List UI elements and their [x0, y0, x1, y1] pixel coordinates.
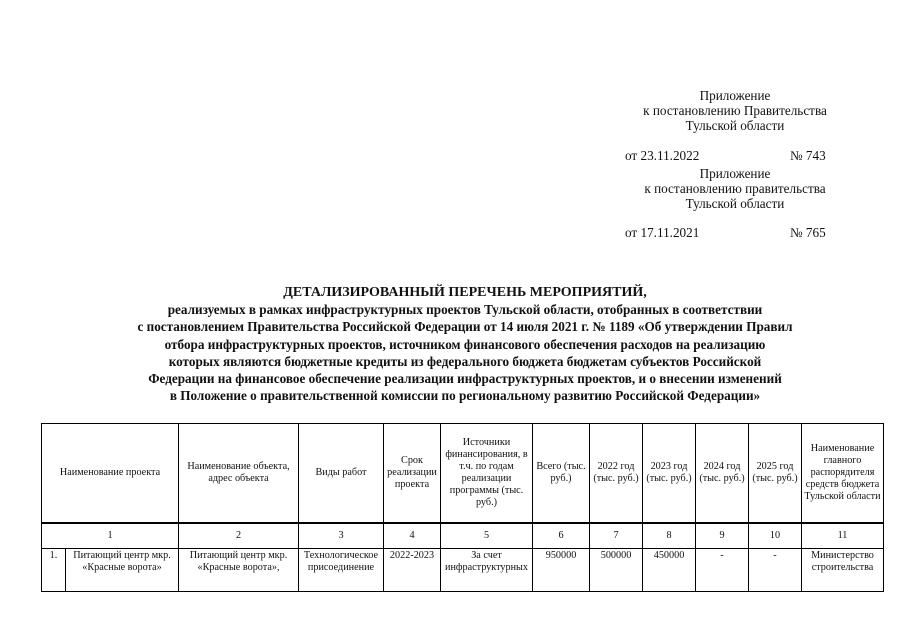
- title-line-5: которых являются бюджетные кредиты из федерального бюджета бюджетам субъектов Российской: [168, 353, 762, 369]
- header-funding-source: Источники финансирования, в т.ч. по годам реализации программы (тыс. руб.): [441, 424, 533, 524]
- column-number-5: 5: [441, 523, 533, 549]
- appendix-previous-line1: Приложение: [699, 166, 771, 181]
- column-number-2: 2: [179, 523, 299, 549]
- title-line-6: Федерации на финансовое обеспечение реализации инфраструктурных проектов, и о внесении изменений: [148, 371, 782, 387]
- header-2024: 2024 год (тыс. руб.): [696, 424, 749, 524]
- row-index: 1.: [42, 549, 66, 592]
- document-title: [40, 284, 890, 404]
- appendix-previous-header: [600, 166, 870, 211]
- appendix-previous-line3: Тульской области: [685, 196, 785, 211]
- row-2025: -: [749, 549, 802, 592]
- appendix-current-line1: Приложение: [699, 88, 771, 103]
- header-2023: 2023 год (тыс. руб.): [643, 424, 696, 524]
- column-number-7: 7: [590, 523, 643, 549]
- row-2023: 450000: [643, 549, 696, 592]
- column-number-8: 8: [643, 523, 696, 549]
- row-work-type: Технологическое присоединение: [299, 549, 384, 592]
- appendix-current-header: [600, 88, 870, 133]
- appendix-previous-date: от 17.11.2021: [625, 225, 700, 240]
- column-number-1: 1: [42, 523, 179, 549]
- appendix-current-number: № 743: [790, 148, 826, 163]
- header-project-name: Наименование проекта: [42, 424, 179, 524]
- column-number-9: 9: [696, 523, 749, 549]
- table-header-row: [42, 424, 884, 524]
- appendix-current-line3: Тульской области: [685, 118, 785, 133]
- header-2022: 2022 год (тыс. руб.): [590, 424, 643, 524]
- column-number-6: 6: [533, 523, 590, 549]
- appendix-current-line2: к постановлению Правительства: [643, 103, 827, 118]
- title-line-7: в Положение о правительственной комиссии по региональному развитию Российской Федерации»: [169, 388, 761, 404]
- row-budget-manager: Министерство строительства: [802, 549, 884, 592]
- appendix-previous-number: № 765: [790, 225, 826, 240]
- header-period: Срок реализации проекта: [384, 424, 441, 524]
- title-line-2: реализуемых в рамках инфраструктурных проектов Тульской области, отобранных в соответствии: [167, 302, 763, 318]
- table-row: [42, 549, 884, 592]
- measures-table: [41, 423, 884, 592]
- row-project-name: Питающий центр мкр. «Красные ворота»: [66, 549, 179, 592]
- column-number-10: 10: [749, 523, 802, 549]
- title-line-1: ДЕТАЛИЗИРОВАННЫЙ ПЕРЕЧЕНЬ МЕРОПРИЯТИЙ,: [283, 285, 647, 300]
- header-budget-manager: Наименование главного распорядителя средств бюджета Тульской области: [802, 424, 884, 524]
- row-2024: -: [696, 549, 749, 592]
- header-object-address: Наименование объекта, адрес объекта: [179, 424, 299, 524]
- row-2022: 500000: [590, 549, 643, 592]
- row-period: 2022-2023: [384, 549, 441, 592]
- header-total: Всего (тыс. руб.): [533, 424, 590, 524]
- title-line-4: отбора инфраструктурных проектов, источником финансового обеспечения расходов на реализацию: [164, 336, 766, 352]
- header-2025: 2025 год (тыс. руб.): [749, 424, 802, 524]
- row-object-address: Питающий центр мкр. «Красные ворота»,: [179, 549, 299, 592]
- appendix-current-date: от 23.11.2022: [625, 148, 700, 163]
- row-funding-source: За счет инфраструктурных: [441, 549, 533, 592]
- column-number-11: 11: [802, 523, 884, 549]
- header-work-type: Виды работ: [299, 424, 384, 524]
- column-number-4: 4: [384, 523, 441, 549]
- column-number-3: 3: [299, 523, 384, 549]
- appendix-previous-line2: к постановлению правительства: [644, 181, 826, 196]
- row-total: 950000: [533, 549, 590, 592]
- table-column-numbers-row: [42, 523, 884, 549]
- title-line-3: с постановлением Правительства Российской Федерации от 14 июля 2021 г. № 1189 «Об утверждении Правил: [137, 319, 793, 335]
